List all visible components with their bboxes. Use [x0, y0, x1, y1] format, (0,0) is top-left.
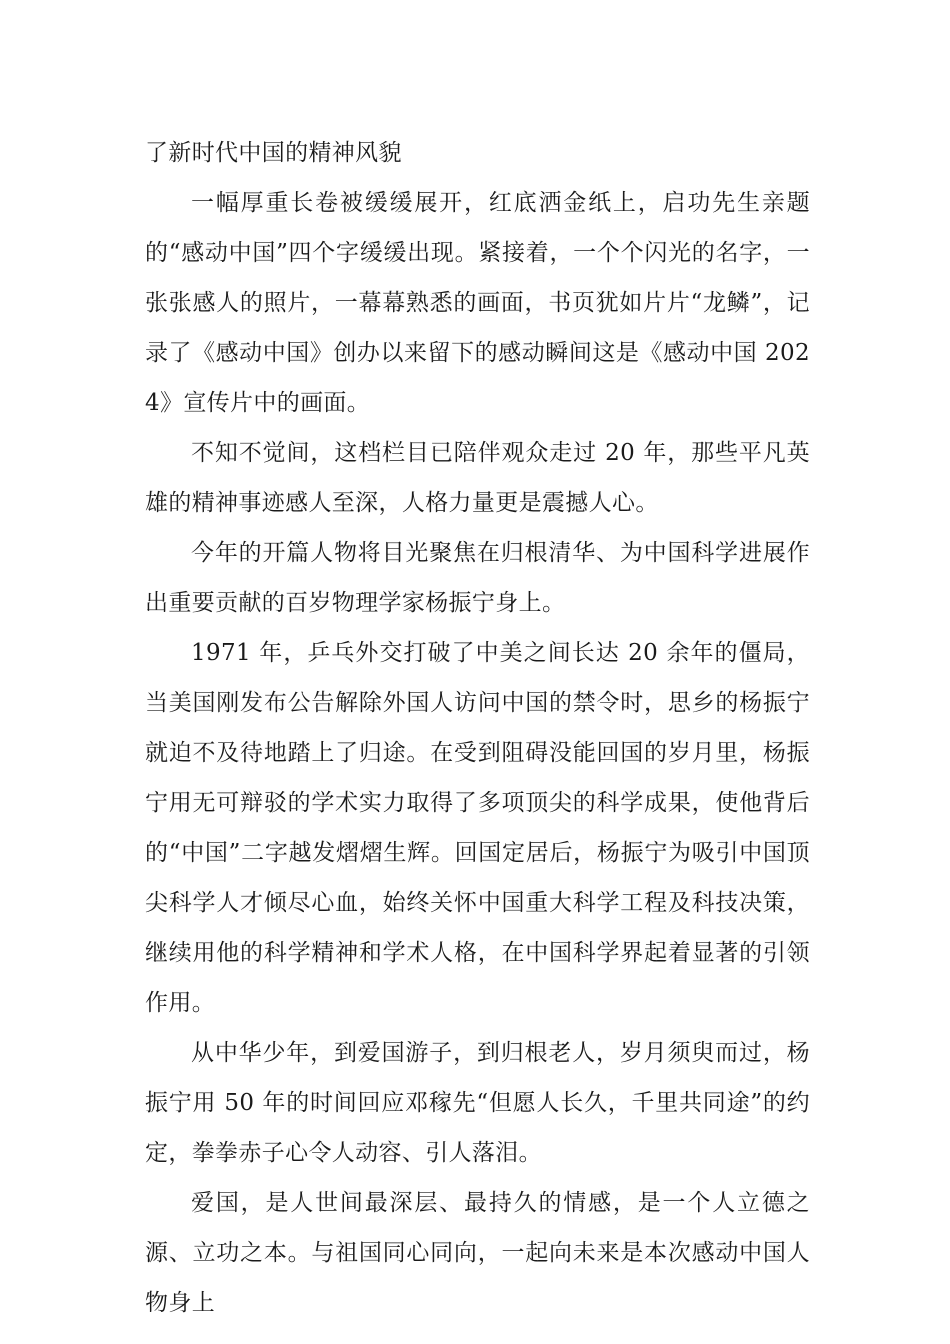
paragraph-2: 一幅厚重长卷被缓缓展开，红底洒金纸上，启功先生亲题的“感动中国”四个字缓缓出现。紧接着，一个个闪光的名字，一张张感人的照片，一幕幕熟悉的画面，书页犹如片片“龙鳞”，记录了《感动中国》创办以来留下的感动瞬间这是《感动中国 2024》宣传片中的画面。: [145, 190, 810, 416]
paragraph-6: 从中华少年，到爱国游子，到归根老人，岁月须臾而过，杨振宁用 50 年的时间回应邓稼先“但愿人长久，千里共同途”的约定，拳拳赤子心令人动容、引人落泪。: [145, 1040, 810, 1166]
paragraph-3: 不知不觉间，这档栏目已陪伴观众走过 20 年，那些平凡英雄的精神事迹感人至深，人格力量更是震撼人心。: [145, 440, 810, 516]
paragraph-7: 爱国，是人世间最深层、最持久的情感，是一个人立德之源、立功之本。与祖国同心同向，一起向未来是本次感动中国人物身上: [145, 1190, 810, 1316]
paragraph-4: 今年的开篇人物将目光聚焦在归根清华、为中国科学进展作出重要贡献的百岁物理学家杨振宁身上。: [145, 540, 810, 616]
document-body: [145, 128, 810, 1328]
paragraph-1: 了新时代中国的精神风貌: [145, 140, 402, 166]
paragraph-5: 1971 年，乒乓外交打破了中美之间长达 20 余年的僵局，当美国刚发布公告解除外国人访问中国的禁令时，思乡的杨振宁就迫不及待地踏上了归途。在受到阻碍没能回国的岁月里，杨振宁用无可辩驳的学术实力取得了多项顶尖的科学成果，使他背后的“中国”二字越发熠熠生辉。回国定居后，杨振宁为吸引中国顶尖科学人才倾尽心血，始终关怀中国重大科学工程及科技决策，继续用他的科学精神和学术人格，在中国科学界起着显著的引领作用。: [145, 640, 810, 1016]
